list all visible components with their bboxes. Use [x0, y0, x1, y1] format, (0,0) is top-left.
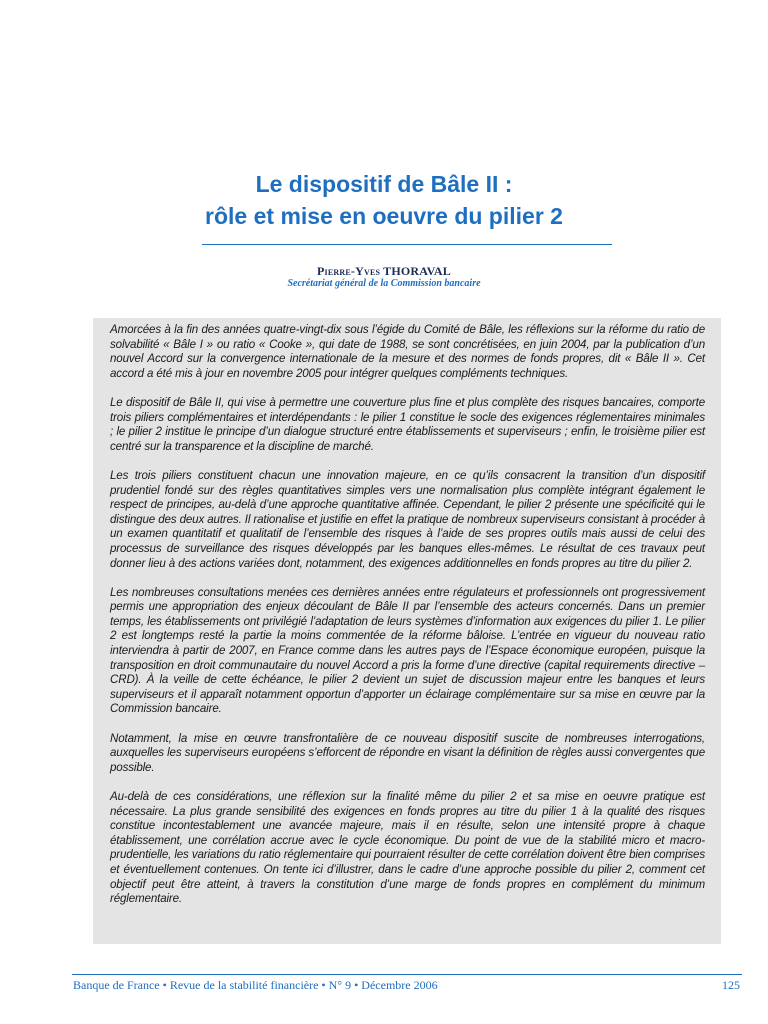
footer-divider [72, 974, 742, 975]
page-number: 125 [722, 978, 740, 992]
abstract-paragraph-4: Les nombreuses consultations menées ces dernières années entre régulateurs et professionnels ont progressivement permis une appropriation des enjeux découlant de Bâle II par l’ensemble des acteurs concernés. Dans un premier temps, les établissements ont privilégié l’adaptation de leurs systèmes d’information aux exigences du pilier 1. Le pilier 2 est longtemps resté la partie la moins commentée de la réforme bâloise. L’entrée en vigueur du nouveau ratio interviendra à partir de 2007, en France comme dans les autres pays de l’Espace économique européen, puisque la transposition en droit communautaire du nouvel Accord a pris la forme d’une directive (capital requirements directive – CRD). À la veille de cette échéance, le pilier 2 devient un sujet de discussion majeur entre les banques et leurs superviseurs et il apparaît notamment opportun d’apporter un éclairage complémentaire sur sa mise en œuvre par la Commission bancaire. [110, 585, 705, 716]
abstract-text [110, 323, 705, 921]
author-name: Pierre-Yves THORAVAL [317, 264, 451, 278]
abstract-paragraph-2: Le dispositif de Bâle II, qui vise à permettre une couverture plus fine et plus complète des risques bancaires, comporte trois piliers complémentaires et interdépendants : le pilier 1 constitue le socle des exigences réglementaires minimales ; le pilier 2 institue le principe d’un dialogue structuré entre établissements et superviseurs ; enfin, le troisième pilier est centré sur la transparence et la discipline de marché. [110, 395, 705, 453]
footer-citation: Banque de France • Revue de la stabilité financière • N° 9 • Décembre 2006 [73, 978, 438, 992]
article-title-line-1: Le dispositif de Bâle II : [255, 171, 513, 197]
abstract-paragraph-6: Au-delà de ces considérations, une réflexion sur la finalité même du pilier 2 et sa mise en oeuvre pratique est nécessaire. La plus grande sensibilité des exigences en fonds propres au titre du pilier 1 à la qualité des risques constitue incontestablement une avancée majeure, mais il en résulte, selon une intensité propre à chaque établissement, une corrélation accrue avec le cycle économique. Du point de vue de la stabilité micro et macro-prudentielle, les variations du ratio réglementaire qui pourraient résulter de cette corrélation doivent être bien comprises et éventuellement contenues. On tente ici d’illustrer, dans le cadre d’une approche possible du pilier 2, comment cet objectif peut être atteint, à travers la constitution d’une marge de fonds propres en complément du minimum réglementaire. [110, 790, 705, 906]
abstract-box [93, 318, 721, 944]
abstract-paragraph-1: Amorcées à la fin des années quatre-vingt-dix sous l’égide du Comité de Bâle, les réflexions sur la réforme du ratio de solvabilité « Bâle I » ou ratio « Cooke », qui date de 1988, se sont concrétisées, en juin 2004, par la publication d’un nouvel Accord sur la convergence internationale de la mesure et des normes de fonds propres, dit « Bâle II ». Cet accord a été mis à jour en novembre 2005 pour intégrer quelques compléments techniques. [110, 323, 705, 380]
title-divider [202, 244, 612, 245]
article-title [0, 168, 768, 232]
author-affiliation: Secrétariat général de la Commission bancaire [287, 278, 481, 289]
abstract-paragraph-5: Notamment, la mise en œuvre transfrontalière de ce nouveau dispositif suscite de nombreuses interrogations, auxquelles les superviseurs européens s’efforcent de répondre en visant la définition de règles aussi convergentes que possible. [110, 731, 705, 774]
abstract-paragraph-3: Les trois piliers constituent chacun une innovation majeure, en ce qu’ils consacrent la transition d’un dispositif prudentiel fondé sur des règles quantitatives simples vers une normalisation plus complète intégrant également le respect de principes, au-delà d’une approche quantitative affinée. Cependant, le pilier 2 présente une spécificité qui le distingue des deux autres. Il rationalise et justifie en effet la pratique de nombreux superviseurs consistant à procéder à un examen quantitatif et qualitatif de l’ensemble des risques à l’aide de ses propres outils mais aussi de celui des processus de surveillance des risques développés par les banques elles-mêmes. Le résultat de ces travaux peut donner lieu à des actions variées dont, notamment, des exigences additionnelles en fonds propres au titre du pilier 2. [110, 468, 705, 570]
article-title-line-2: rôle et mise en oeuvre du pilier 2 [205, 203, 563, 229]
